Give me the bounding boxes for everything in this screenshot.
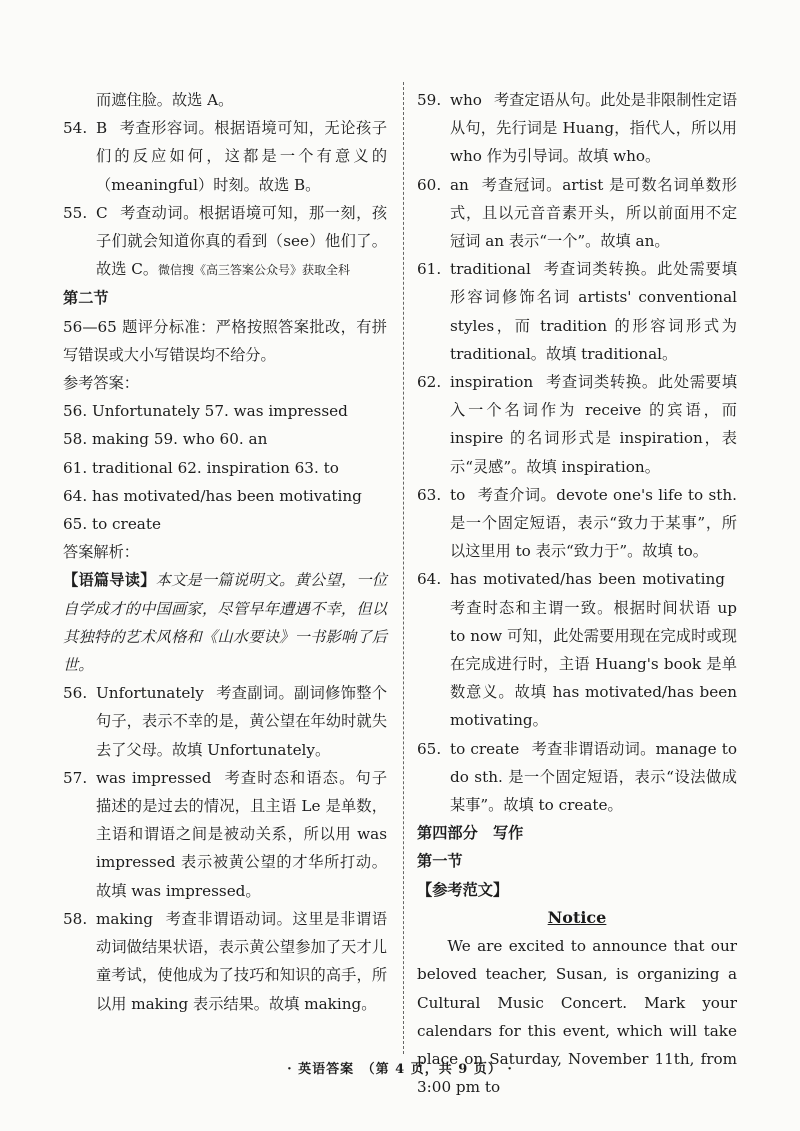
answer-item-56 (63, 679, 387, 764)
notice-title: Notice (547, 907, 607, 927)
answer-line: 65. to create (63, 515, 161, 534)
item-explanation: 考查动词。根据语境可知，那一刻，孩子们就会知道你真的看到（see）他们了。故选 C。 (96, 203, 387, 279)
item-number: 60. (417, 175, 442, 194)
item-number: 55. (63, 203, 88, 222)
answer-item-55 (63, 199, 387, 285)
left-column (63, 86, 387, 1018)
item-number: 59. (417, 91, 442, 109)
q53-continuation: 而遮住脸。故选 A。 (96, 91, 234, 109)
item-answer: B (96, 119, 108, 138)
answer-item-60 (417, 171, 737, 256)
notice-body: We are excited to announce that our beloved teacher, Susan, is organizing a Cultural Music Concert. Mark your calendars for this event, which will take place on Saturday, November 11th, from 3:00 pm to (417, 937, 737, 1097)
item-number: 63. (417, 485, 442, 504)
section-1-heading: 第一节 (417, 852, 463, 871)
item-explanation: 考查非谓语动词。这里是非谓语动词做结果状语，表示黄公望参加了天才儿童考试，使他成为了技巧和知识的高手，所以用 making 表示结果。故填 making。 (96, 909, 387, 1013)
answer-item-57 (63, 764, 387, 905)
item-explanation: 考查定语从句。此处是非限制性定语从句，先行词是 Huang，指代人，所以用 who 作为引导词。故填 who。 (450, 91, 737, 166)
item-explanation: 考查介词。devote one's life to sth. 是一个固定短语，表示“致力于某事”，所以这里用 to 表示“致力于”。故填 to。 (450, 485, 737, 561)
item-answer: making (96, 909, 154, 928)
item-answer: who (450, 91, 482, 109)
answer-line: 58. making 59. who 60. an (63, 430, 268, 449)
analysis-heading: 答案解析： (63, 543, 139, 562)
item-answer: has motivated/has been motivating (450, 570, 725, 589)
page-footer: · 英语答案 （第 4 页，共 9 页） · (287, 1062, 513, 1077)
item-answer: to create (450, 739, 520, 758)
answer-item-58 (63, 905, 387, 1018)
answer-line: 64. has motivated/has been motivating (63, 486, 362, 505)
section-2-heading: 第二节 (63, 289, 109, 308)
item-number: 64. (417, 570, 442, 589)
item-number: 56. (63, 684, 88, 703)
item-explanation: 考查时态和语态。句子描述的是过去的情况，且主语 Le 是单数，主语和谓语之间是被动关系，所以用 was impressed 表示被黄公望的才华所打动。故填 was impressed。 (96, 768, 388, 900)
item-number: 61. (417, 260, 442, 279)
right-column (417, 86, 737, 1101)
item-explanation: 考查词类转换。此处需要填形容词修饰名词 artists' conventional styles，而 tradition 的形容词形式为 traditional。故填 traditional。 (450, 260, 737, 363)
watermark-note: 微信搜《高三答案公众号》获取全科 (158, 263, 351, 278)
item-answer: inspiration (450, 373, 534, 392)
answer-item-61 (417, 255, 737, 368)
answer-line: 61. traditional 62. inspiration 63. to (63, 458, 339, 477)
answer-line: 56. Unfortunately 57. was impressed (63, 402, 348, 421)
item-number: 65. (417, 739, 442, 758)
answer-item-65 (417, 735, 737, 820)
item-explanation: 考查非谓语动词。manage to do sth. 是一个固定短语，表示“设法做成某事”。故填 to create。 (450, 739, 737, 815)
answer-item-62 (417, 368, 737, 481)
item-explanation: 考查副词。副词修饰整个句子，表示不幸的是，黄公望在年幼时就失去了父母。故填 Unfortunately。 (96, 684, 387, 759)
item-answer: was impressed (96, 768, 212, 787)
answer-item-54 (63, 114, 387, 199)
item-number: 54. (63, 119, 88, 138)
item-answer: Unfortunately (96, 684, 204, 703)
item-answer: to (450, 485, 466, 504)
item-number: 62. (417, 373, 442, 392)
passage-guide (63, 566, 387, 679)
part-4-heading: 第四部分 写作 (417, 824, 524, 843)
guide-label: 【语篇导读】 (63, 571, 156, 590)
item-answer: traditional (450, 260, 531, 279)
answer-item-63 (417, 481, 737, 566)
answer-item-59 (417, 86, 737, 171)
item-number: 58. (63, 909, 88, 928)
sample-essay-label: 【参考范文】 (417, 880, 509, 899)
item-explanation: 考查时态和主谓一致。根据时间状语 up to now 可知，此处需要用现在完成时或现在完成进行时，主语 Huang's book 是单数意义。故填 has motivated/has been motivating。 (450, 598, 737, 730)
item-number: 57. (63, 768, 88, 787)
item-answer: an (450, 175, 469, 194)
scoring-standard: 56—65 题评分标准：严格按照答案批改，有拼写错误或大小写错误均不给分。 (63, 317, 387, 364)
reference-heading: 参考答案： (63, 374, 139, 393)
item-explanation: 考查词类转换。此处需要填入一个名词作为 receive 的宾语，而 inspire 的名词形式是 inspiration，表示“灵感”。故填 inspiration。 (450, 373, 737, 476)
item-explanation: 考查冠词。artist 是可数名词单数形式，且以元音音素开头，所以前面用不定冠词 an 表示“一个”。故填 an。 (450, 175, 737, 251)
guide-text: 本文是一篇说明文。黄公望，一位自学成才的中国画家，尽管早年遭遇不幸，但以其独特的艺术风格和《山水要诀》一书影响了后世。 (63, 571, 388, 675)
column-divider (403, 82, 404, 1054)
answer-item-64 (417, 565, 737, 734)
item-explanation: 考查形容词。根据语境可知，无论孩子们的反应如何，这都是一个有意义的（meaningful）时刻。故选 B。 (96, 119, 387, 194)
item-answer: C (96, 203, 108, 222)
